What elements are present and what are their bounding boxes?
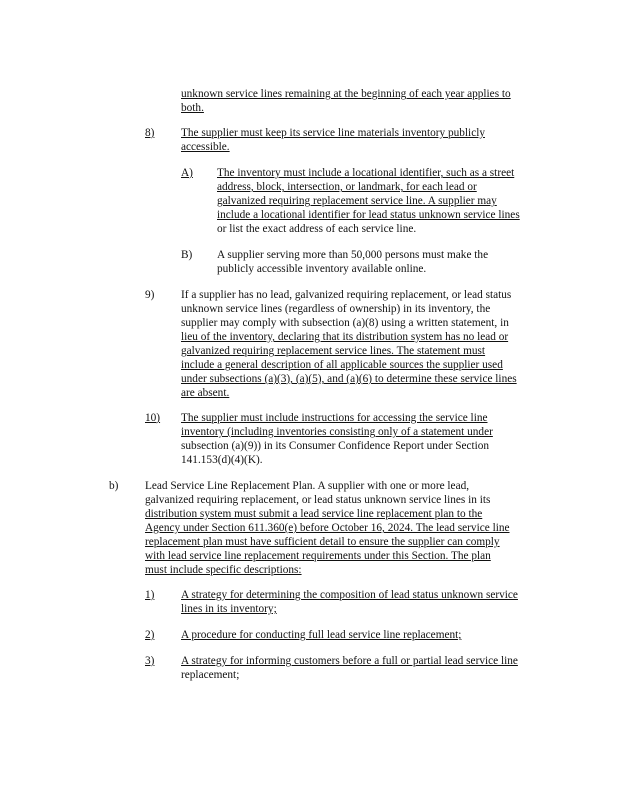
item-10-label: 10) xyxy=(145,412,161,424)
section-b-label: b) xyxy=(109,480,119,492)
item-8b-text xyxy=(217,248,488,276)
text-line: A procedure for conducting full lead service line replacement; xyxy=(181,629,462,641)
text-line: A supplier serving more than 50,000 persons must make the xyxy=(217,249,489,261)
text-line: The inventory must include a locational identifier, such as a street xyxy=(217,167,515,179)
item-8a-text xyxy=(217,166,520,236)
text-line: galvanized requiring replacement service line. A supplier may xyxy=(217,195,497,207)
text-line: 141.153(d)(4)(K). xyxy=(181,454,263,466)
text-line: distribution system must submit a lead service line replacement plan to the xyxy=(145,508,483,520)
item-9-text xyxy=(181,288,517,400)
text-line: must include specific descriptions: xyxy=(145,564,302,576)
item-b2-label: 2) xyxy=(145,629,155,641)
item-8b-label: B) xyxy=(181,249,193,261)
text-line: inventory (including inventories consisting only of a statement under xyxy=(181,426,493,438)
item-9-label: 9) xyxy=(145,289,155,301)
text-line: replacement plan must have sufficient detail to ensure the supplier can comply xyxy=(145,536,500,548)
item-8a-label: A) xyxy=(181,167,193,179)
text-line: unknown service lines remaining at the beginning of each year applies to xyxy=(181,88,511,100)
text-line: The supplier must include instructions for accessing the service line xyxy=(181,412,488,424)
text-line: If a supplier has no lead, galvanized requiring replacement, or lead status xyxy=(181,289,512,301)
text-line: accessible. xyxy=(181,141,230,153)
text-line: lines in its inventory; xyxy=(181,603,277,615)
text-line: A strategy for informing customers before a full or partial lead service line xyxy=(181,655,518,667)
text-line: publicly accessible inventory available online. xyxy=(217,263,427,275)
item-b3-text xyxy=(181,654,518,682)
item-b1-label: 1) xyxy=(145,589,155,601)
text-line: under subsections (a)(3), (a)(5), and (a)(6) to determine these service lines xyxy=(181,373,517,385)
continuation-paragraph xyxy=(181,87,511,115)
text-line: unknown service lines (regardless of ownership) in its inventory, the xyxy=(181,303,491,315)
text-line: include a locational identifier for lead status unknown service lines xyxy=(217,209,520,221)
item-b1-text xyxy=(181,588,518,616)
text-line: are absent. xyxy=(181,387,230,399)
text-line: galvanized requiring replacement service lines. The statement must xyxy=(181,345,486,357)
section-b-text xyxy=(145,479,510,577)
item-b2-text xyxy=(181,628,461,642)
item-8-label: 8) xyxy=(145,127,155,139)
text-line: Agency under Section 611.360(e) before October 16, 2024. The lead service line xyxy=(145,522,510,534)
text-line: replacement; xyxy=(181,669,240,681)
text-line: lieu of the inventory, declaring that its distribution system has no lead or xyxy=(181,331,509,343)
text-line: A strategy for determining the composition of lead status unknown service xyxy=(181,589,518,601)
text-line: supplier may comply with subsection (a)(8) using a written statement, in xyxy=(181,317,509,329)
text-line: The supplier must keep its service line materials inventory publicly xyxy=(181,127,485,139)
text-line: both. xyxy=(181,102,204,114)
item-b3-label: 3) xyxy=(145,655,155,667)
text-line: Lead Service Line Replacement Plan. A supplier with one or more lead, xyxy=(145,480,470,492)
text-line: include a general description of all applicable sources the supplier used xyxy=(181,359,503,371)
text-line: address, block, intersection, or landmark, for each lead or xyxy=(217,181,477,193)
text-line: subsection (a)(9)) in its Consumer Confidence Report under Section xyxy=(181,440,490,452)
text-line: or list the exact address of each service line. xyxy=(217,223,417,235)
item-8-text xyxy=(181,126,485,154)
text-line: with lead service line replacement requirements under this Section. The plan xyxy=(145,550,491,562)
text-line: galvanized requiring replacement, or lead status unknown service lines in its xyxy=(145,494,491,506)
item-10-text xyxy=(181,411,493,467)
